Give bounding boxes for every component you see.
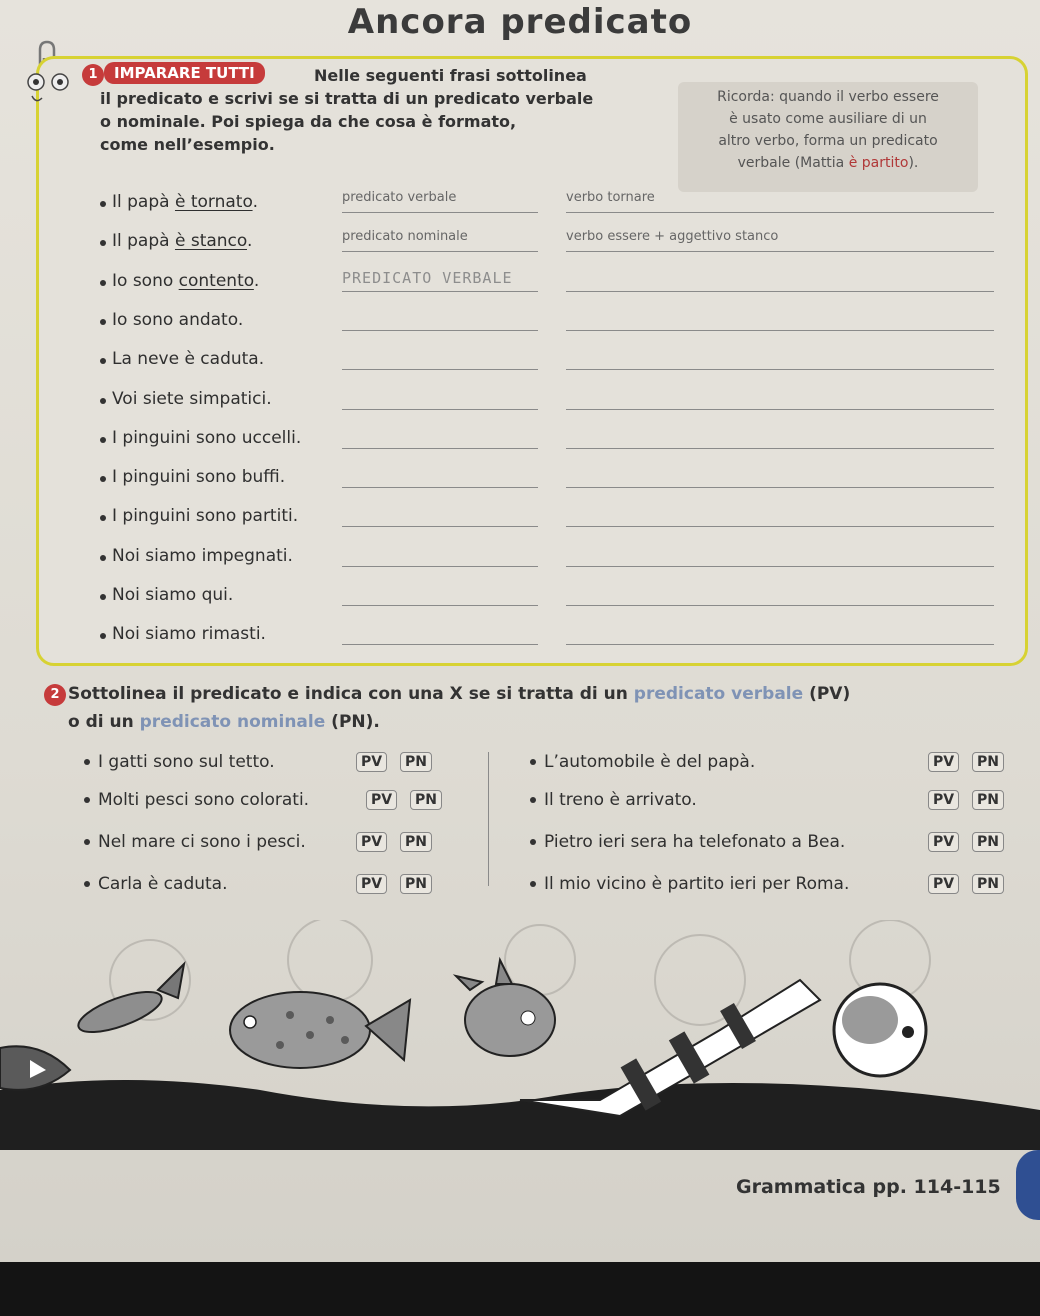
page-title: Ancora predicato bbox=[347, 2, 693, 42]
classification-row bbox=[84, 790, 484, 818]
exercise-1-instruction bbox=[100, 64, 660, 156]
instruction-text: Sottolinea il predicato e indica con una X se si tratta di un bbox=[68, 684, 634, 704]
pn-checkbox[interactable]: PN bbox=[400, 752, 432, 772]
classification-row bbox=[530, 790, 1020, 818]
bullet bbox=[100, 319, 106, 325]
instruction-highlight: predicato verbale bbox=[633, 684, 804, 704]
reminder-line: Ricorda: quando il verbo essere bbox=[717, 89, 939, 105]
sentence-text bbox=[112, 349, 264, 369]
bullet bbox=[84, 797, 90, 803]
instruction-highlight: predicato nominale bbox=[139, 712, 326, 732]
sentence-text bbox=[112, 192, 258, 212]
bullet bbox=[100, 240, 106, 246]
bullet bbox=[530, 797, 536, 803]
sentence-text: Il treno è arrivato. bbox=[544, 790, 697, 810]
bullet bbox=[530, 759, 536, 765]
explanation-blank[interactable]: verbo tornare bbox=[566, 190, 994, 213]
sentence-text: L’automobile è del papà. bbox=[544, 752, 756, 772]
sentence-part: Noi siamo impegnati. bbox=[112, 546, 293, 566]
pn-checkbox[interactable]: PN bbox=[400, 874, 432, 894]
explanation-blank[interactable] bbox=[566, 583, 994, 606]
sentence-text bbox=[112, 624, 266, 644]
bullet bbox=[84, 881, 90, 887]
sentence-text: Carla è caduta. bbox=[98, 874, 228, 894]
page-tab bbox=[1016, 1150, 1040, 1220]
sentence-part: I pinguini sono buffi. bbox=[112, 467, 286, 487]
reminder-line: è usato come ausiliare di un bbox=[729, 111, 927, 127]
pv-checkbox[interactable]: PV bbox=[356, 752, 387, 772]
sentence-text: Pietro ieri sera ha telefonato a Bea. bbox=[544, 832, 846, 852]
sentence-text bbox=[112, 546, 293, 566]
imparare-tutti-tag: IMPARARE TUTTI bbox=[104, 62, 265, 84]
sentence-part: La neve è caduta. bbox=[112, 349, 265, 369]
sentence-text bbox=[112, 389, 272, 409]
sentence-part: I pinguini sono uccelli. bbox=[112, 428, 302, 448]
predicate-type-blank[interactable] bbox=[342, 583, 538, 606]
sentence-part: Il papà bbox=[112, 231, 175, 251]
sentence-text bbox=[112, 506, 298, 526]
pn-checkbox[interactable]: PN bbox=[400, 832, 432, 852]
bullet bbox=[100, 476, 106, 482]
bullet bbox=[100, 280, 106, 286]
sentence-part: . bbox=[252, 192, 258, 212]
pv-checkbox[interactable]: PV bbox=[356, 874, 387, 894]
explanation-blank[interactable]: verbo essere + aggettivo stanco bbox=[566, 229, 994, 252]
sentence-part: . bbox=[247, 231, 253, 251]
pv-checkbox[interactable]: PV bbox=[928, 752, 959, 772]
predicate-type-blank[interactable]: PREDICATO VERBALE bbox=[342, 269, 538, 292]
sentence-text: Molti pesci sono colorati. bbox=[98, 790, 310, 810]
reminder-line bbox=[678, 152, 978, 174]
classification-row bbox=[84, 874, 484, 902]
bullet bbox=[100, 437, 106, 443]
underlined-predicate: è tornato bbox=[174, 192, 253, 212]
predicate-type-blank[interactable] bbox=[342, 387, 538, 410]
bullet bbox=[100, 515, 106, 521]
sentence-text bbox=[112, 231, 252, 251]
bullet bbox=[84, 839, 90, 845]
sentence-part: . bbox=[253, 271, 260, 291]
sentence-text bbox=[112, 585, 233, 605]
pv-checkbox[interactable]: PV bbox=[928, 874, 959, 894]
sentence-part: I pinguini sono partiti. bbox=[112, 506, 299, 526]
sentence-text bbox=[112, 428, 301, 448]
predicate-type-blank[interactable] bbox=[342, 544, 538, 567]
explanation-blank[interactable] bbox=[566, 622, 994, 645]
instruction-text: (PV) bbox=[803, 684, 851, 704]
sentence-text bbox=[112, 310, 243, 330]
sentence-part: Noi siamo rimasti. bbox=[112, 624, 266, 644]
predicate-type-blank[interactable] bbox=[342, 308, 538, 331]
bullet bbox=[100, 358, 106, 364]
classification-row bbox=[530, 832, 1020, 860]
pn-checkbox[interactable]: PN bbox=[972, 790, 1004, 810]
reminder-example: è partito bbox=[848, 155, 909, 171]
bullet bbox=[530, 881, 536, 887]
sentence-text: Nel mare ci sono i pesci. bbox=[98, 832, 306, 852]
sentence-part: Io sono bbox=[112, 271, 179, 291]
instruction-text: (PN). bbox=[325, 712, 380, 732]
fish-illustration bbox=[0, 920, 1040, 1150]
sentence-text: I gatti sono sul tetto. bbox=[98, 752, 275, 772]
pv-checkbox[interactable]: PV bbox=[928, 832, 959, 852]
sentence-part: Voi siete simpatici. bbox=[112, 389, 272, 409]
classification-row bbox=[84, 832, 484, 860]
predicate-type-blank[interactable] bbox=[342, 622, 538, 645]
pn-checkbox[interactable]: PN bbox=[972, 832, 1004, 852]
bullet bbox=[84, 759, 90, 765]
predicate-type-blank[interactable] bbox=[342, 347, 538, 370]
reminder-note bbox=[678, 82, 978, 192]
pv-checkbox[interactable]: PV bbox=[366, 790, 397, 810]
bullet bbox=[100, 594, 106, 600]
page-shadow bbox=[0, 1262, 1040, 1316]
reminder-line: altro verbo, forma un predicato bbox=[718, 133, 938, 149]
underlined-predicate: contento bbox=[178, 271, 254, 291]
predicate-type-blank[interactable]: predicato verbale bbox=[342, 190, 538, 213]
instruction-line: come nell’esempio. bbox=[100, 135, 275, 154]
bullet bbox=[100, 201, 106, 207]
classification-row bbox=[84, 752, 484, 780]
bullet bbox=[530, 839, 536, 845]
fish-drawing bbox=[74, 964, 184, 1040]
classification-row bbox=[530, 874, 1020, 902]
sentence-text: Il mio vicino è partito ieri per Roma. bbox=[544, 874, 850, 894]
instruction-line bbox=[68, 680, 968, 708]
exercise-1-number: 1 bbox=[82, 64, 104, 86]
sentence-part: Il papà bbox=[112, 192, 175, 212]
reminder-text: ). bbox=[908, 155, 919, 171]
pn-checkbox[interactable]: PN bbox=[972, 874, 1004, 894]
exercise-2-instruction bbox=[68, 680, 968, 736]
underlined-predicate: è stanco bbox=[174, 231, 247, 251]
explanation-blank[interactable] bbox=[566, 308, 994, 331]
predicate-type-blank[interactable] bbox=[342, 504, 538, 527]
column-divider bbox=[488, 752, 489, 886]
pv-checkbox[interactable]: PV bbox=[928, 790, 959, 810]
sentence-part: Noi siamo qui. bbox=[112, 585, 234, 605]
pv-checkbox[interactable]: PV bbox=[356, 832, 387, 852]
bullet bbox=[100, 398, 106, 404]
instruction-line bbox=[68, 708, 968, 736]
sentence-text bbox=[112, 467, 285, 487]
pn-checkbox[interactable]: PN bbox=[410, 790, 442, 810]
instruction-line: il predicato e scrivi se si tratta di un predicato verbale bbox=[100, 89, 594, 108]
sentence-part: Io sono andato. bbox=[112, 310, 244, 330]
sentence-text bbox=[112, 271, 259, 291]
classification-row bbox=[530, 752, 1020, 780]
pn-checkbox[interactable]: PN bbox=[972, 752, 1004, 772]
predicate-type-blank[interactable] bbox=[342, 426, 538, 449]
instruction-line: o nominale. Poi spiega da che cosa è formato, bbox=[100, 112, 517, 131]
explanation-blank[interactable] bbox=[566, 426, 994, 449]
explanation-blank[interactable] bbox=[566, 269, 994, 292]
explanation-blank[interactable] bbox=[566, 347, 994, 370]
owl-icon bbox=[22, 72, 74, 108]
explanation-blank[interactable] bbox=[566, 544, 994, 567]
reminder-text: verbale (Mattia bbox=[737, 155, 849, 171]
exercise-2-number: 2 bbox=[44, 684, 66, 706]
instruction-text: o di un bbox=[68, 712, 140, 732]
footer-reference: Grammatica pp. 114-115 bbox=[736, 1176, 1001, 1198]
bullet bbox=[100, 633, 106, 639]
predicate-type-blank[interactable]: predicato nominale bbox=[342, 229, 538, 252]
explanation-blank[interactable] bbox=[566, 387, 994, 410]
instruction-line: Nelle seguenti frasi sottolinea bbox=[314, 66, 587, 85]
predicate-type-blank[interactable] bbox=[342, 465, 538, 488]
explanation-blank[interactable] bbox=[566, 465, 994, 488]
bullet bbox=[100, 555, 106, 561]
explanation-blank[interactable] bbox=[566, 504, 994, 527]
